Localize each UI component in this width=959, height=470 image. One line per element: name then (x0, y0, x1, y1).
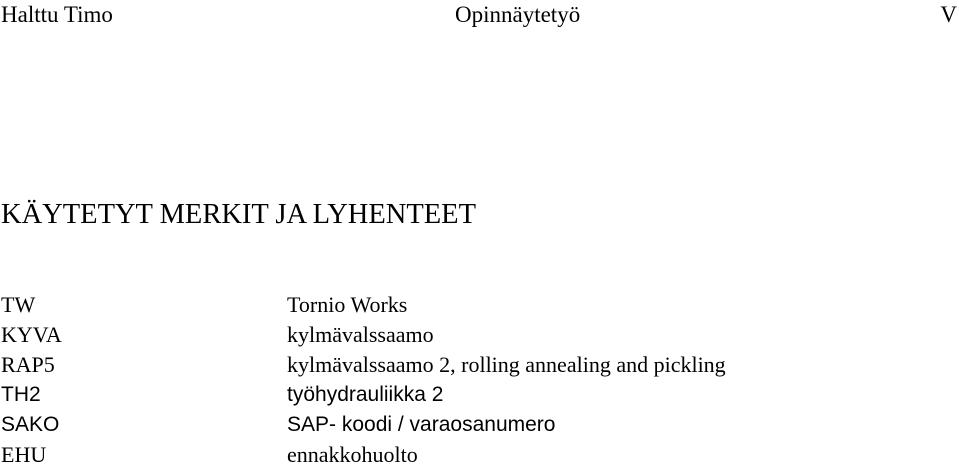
abbreviation-row (0, 350, 959, 380)
abbreviation-term: RAP5 (1, 352, 55, 377)
abbreviation-row (0, 320, 959, 350)
abbreviation-term: SAKO (1, 413, 60, 436)
abbreviation-row (0, 410, 959, 440)
abbreviation-definition: kylmävalssaamo 2, rolling annealing and pickling (287, 352, 726, 377)
section-heading: KÄYTETYT MERKIT JA LYHENTEET (1, 199, 476, 230)
abbreviation-definition: työhydrauliikka 2 (287, 383, 444, 406)
abbreviation-row (0, 380, 959, 410)
abbreviation-row (0, 290, 959, 320)
abbreviation-definition: Tornio Works (287, 292, 408, 317)
header-document-title: Opinnäytetyö (455, 2, 581, 27)
abbreviation-definition: SAP- koodi / varaosanumero (287, 413, 556, 436)
header-page-number: V (940, 2, 957, 27)
abbreviation-definition: ennakkohuolto (287, 442, 418, 467)
abbreviation-list (0, 290, 959, 470)
abbreviation-term: TW (1, 292, 36, 317)
abbreviation-row (0, 440, 959, 470)
page-header (0, 0, 959, 34)
header-author: Halttu Timo (1, 2, 113, 27)
abbreviation-term: EHU (1, 442, 47, 467)
abbreviation-term: KYVA (1, 322, 62, 347)
abbreviation-definition: kylmävalssaamo (287, 322, 434, 347)
abbreviation-term: TH2 (1, 383, 41, 406)
